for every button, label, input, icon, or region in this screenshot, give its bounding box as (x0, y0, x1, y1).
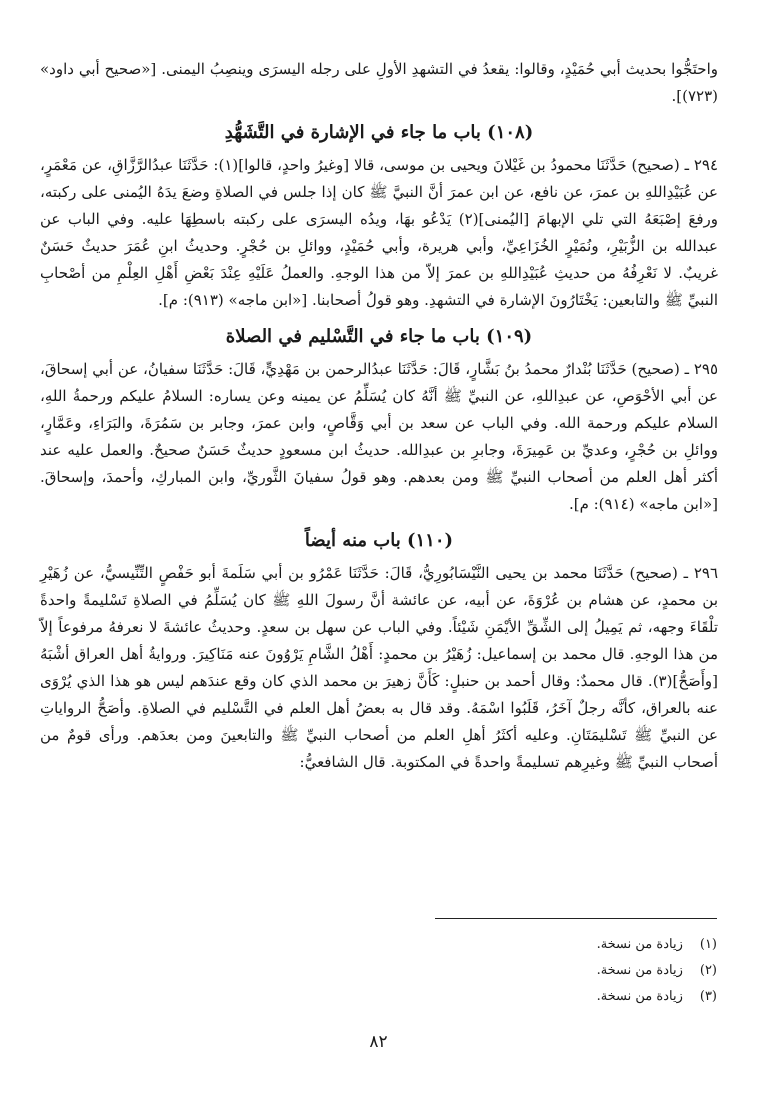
page-number: ٨٢ (369, 1032, 388, 1052)
footnote-text: زيادة من نسخة. (596, 963, 683, 978)
footnote-divider (435, 918, 717, 919)
page-body (40, 56, 718, 776)
footnote-number: (٣) (699, 989, 717, 1004)
intro-paragraph: واحتَجُّوا بحديث أبي حُمَيْدٍ، وقالوا: يقعدُ في التشهدِ الأولِ على رجله اليسرَى وينصِبُ اليمنى. [«صحيح أبي داود» (٧٢٣)]. (40, 60, 718, 105)
footnote-3 (417, 984, 717, 1010)
section-heading-110: (١١٠) باب منه أيضاً (304, 530, 454, 551)
footnote-1 (417, 932, 717, 958)
hadith-295: ٢٩٥ ـ (صحيح) حَدَّثَنَا بُنْدارٌ محمدُ بنُ بَشَّارٍ، قَالَ: حَدَّثَنَا عبدُالرحمن بن مَهْدِيٍّ، قَالَ: حَدَّثَنَا سفيانُ، عن أبي إسحاقَ، عن أبي الأحْوَصِ، عن عبدِاللهِ، عن النبيِّ ﷺ أنَّهُ كان يُسَلِّمُ عن يمينه وعن يساره: السلامُ عليكم ورحمةُ اللهِ، السلام عليكم ورحمة الله. وفي الباب عن سعد بن أبي وَقَّاصٍ، وابن عمرَ، وجابر بن سَمُرَةَ، والبَرَاءِ، وعَمَّارٍ، ووائلِ بن حُجْرٍ، وعديِّ بن عَمِيرَةَ، وجابرِ بن عبدِالله. حديثُ ابن مسعودٍ حديثٌ حَسَنٌ صحيحٌ. والعمل عليه عند أكثر أهل العلم من أصحاب النبيِّ ﷺ ومن بعدهم. وهو قولُ سفيانَ الثَّوريِّ، وابن المباركِ، وأحمدَ، وإسحاقَ. [«ابن ماجه» (٩١٤): م]. (40, 360, 718, 513)
footnote-number: (١) (699, 937, 717, 952)
section-heading-109: (١٠٩) باب ما جاء في التَّسْليم في الصلاة (225, 326, 533, 347)
hadith-296: ٢٩٦ ـ (صحيح) حَدَّثَنَا محمد بن يحيى النَّيْسَابُورِيُّ، قَالَ: حَدَّثَنَا عَمْرُو بن أبي سَلَمةَ أبو حَفْصٍ التِّنِّيسيُّ، عن زُهَيْرِ بن محمدٍ، عن هشام بن عُرْوَةَ، عن أبيه، عن عائشة أنَّ رسولَ اللهِ ﷺ كان يُسَلِّمُ في الصلاةِ تَسْليمةً واحدةً تلْقَاءَ وجهه، ثم يَمِيلُ إلى الشِّقِّ الأيْمَنِ شَيْئاً. وفي الباب عن سهل بن سعدٍ. وحديثُ عائشةَ لا نعرفهُ مرفوعاً إلاّ من هذا الوجهِ. قال محمد بن إسماعيل: زُهَيْرُ بن محمدٍ: أَهْلُ الشَّامِ يَرْوُونَ عنه مَنَاكِيرَ. وروايةُ أهل العراق أشْبَهُ [وأَصَحُّ](٣). قال محمدٌ: وقال أحمد بن حنبلٍ: كَأَنَّ زهيرَ بن محمد الذي كان وقع عندَهم ليس هو هذا الذي يُرْوَى عنه بالعراق، كأنَّه رجلٌ آخَرُ، قَلَبُوا اسْمَهُ. وقد قال به بعضُ أهل العلم في التَّسْليم في الصلاةِ. وأصَحُّ الرواياتِ عن النبيِّ ﷺ تَسْليمَتَانِ. وعليه أكثَرُ أهلِ العلم من أصحاب النبيِّ ﷺ والتابعينَ ومن بعدَهم. ورأى قومٌ من أصحاب النبيِّ ﷺ وغيرِهم تسليمةً واحدةً في المكتوبة. قال الشافعيُّ: (40, 564, 718, 771)
footnote-text: زيادة من نسخة. (596, 937, 683, 952)
footnote-text: زيادة من نسخة. (596, 989, 683, 1004)
section-heading-108: (١٠٨) باب ما جاء في الإشارة في التَّشَهُّدِ (224, 122, 534, 143)
footnotes (417, 932, 717, 1010)
footnote-number: (٢) (699, 963, 717, 978)
hadith-294: ٢٩٤ ـ (صحيح) حَدَّثَنَا محمودُ بن غَيْلانَ ويحيى بن موسى، قالا [وغيرُ واحدٍ، قالوا](١): حَدَّثَنَا عبدُالرَّزَّاقِ، عن مَعْمَرٍ، عن عُبَيْدِاللهِ بن عمرَ، عن نافع، عن ابن عمرَ أنَّ النبيَّ ﷺ كان إذا جلس في الصلاةِ وضعَ يدَهُ اليُمنى على ركبته، ورفعَ إصْبَعَهُ التي تلي الإبهامَ [اليُمنى](٢) يَدْعُو بهَا، ويدُه اليسرَى على ركبته باسطِهَا عليه. وفي الباب عن عبدالله بن الزُّبَيْرِ، ونُمَيْرٍ الخُزَاعِيِّ، وأبي هريرة، وأبي حُمَيْدٍ، ووائلِ بن حُجْرٍ. وحديثُ ابنِ عُمَرَ حديثٌ حَسَنٌ غريبٌ. لا نَعْرِفُهُ من حديثِ عُبَيْدِاللهِ بن عمرَ إلاّ من هذا الوجهِ. والعملُ عَلَيْهِ عِنْدَ بَعْضِ أَهْلِ العِلْمِ من أصْحابِ النبيِّ ﷺ والتابعين: يَخْتَارُونَ الإشارة في التشهدِ. وهو قولُ أصحابنا. [«ابن ماجه» (٩١٣): م]. (40, 156, 719, 309)
footnote-2 (417, 958, 717, 984)
